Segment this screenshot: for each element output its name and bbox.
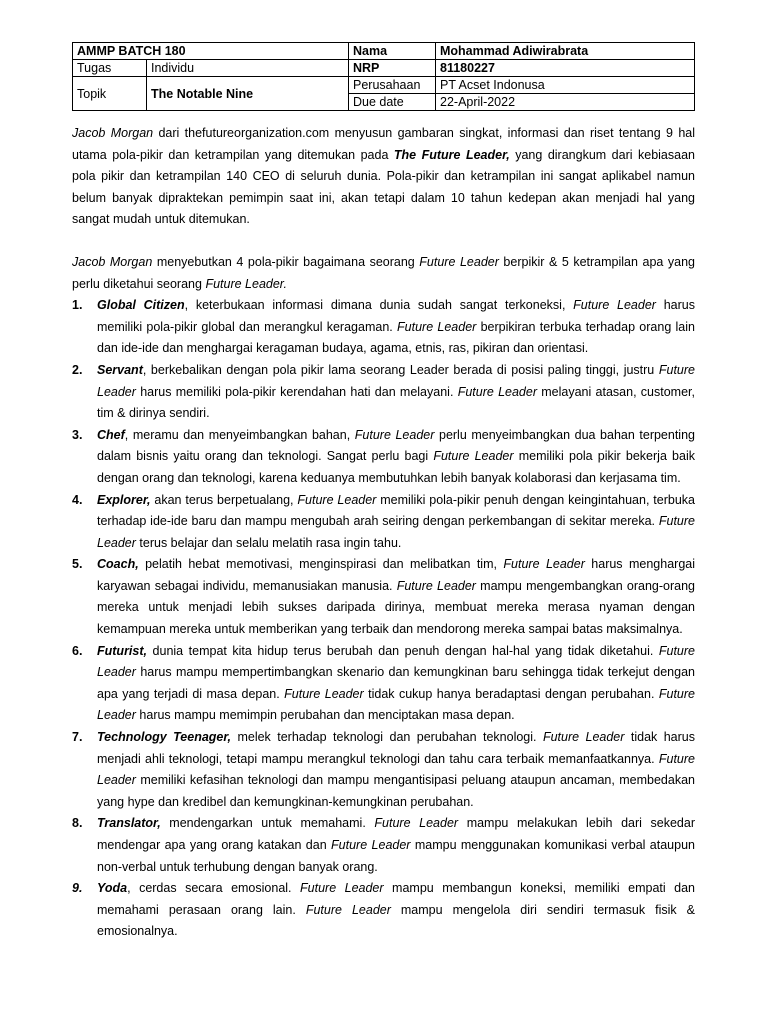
tugas-value: Individu: [147, 60, 349, 77]
list-number: 6.: [72, 643, 83, 658]
nrp-label: NRP: [349, 60, 436, 77]
header-row-topik: [73, 77, 695, 94]
item-title: Servant: [97, 362, 143, 377]
header-row-tugas: [73, 60, 695, 77]
item-text: mampu menggunakan komunikasi verbal ataupun non-verbal untuk terhubung dengan banyak orang.: [97, 838, 695, 874]
list-number: 8.: [72, 816, 83, 831]
item-text: melek terhadap teknologi dan perubahan teknologi.: [231, 730, 543, 745]
future-leader-term: Future Leader: [305, 902, 391, 917]
list-number: 1.: [72, 298, 83, 313]
header-table: [72, 42, 695, 111]
list-item: [72, 813, 695, 878]
list-number: 3.: [72, 427, 83, 442]
future-leader-term: Future Leader: [284, 686, 364, 701]
item-text: harus memiliki pola-pikir kerendahan hati dan melayani.: [135, 384, 458, 399]
item-text: pelatih hebat memotivasi, menginspirasi dan melibatkan tim,: [138, 557, 504, 572]
topik-value: The Notable Nine: [147, 77, 349, 111]
list-item: [72, 360, 695, 425]
item-text: memiliki pola pikir bekerja baik dengan orang dan teknologi, karena keduanya membutuhkan lebih banyak kolaborasi dan kerjasama tim.: [97, 449, 695, 485]
item-title: Translator,: [97, 816, 161, 831]
item-text: tidak harus menjadi ahli teknologi, tetapi mampu merangkul teknologi dan tahu cara terbaik memanfaatkannya.: [97, 730, 695, 766]
lead-paragraph: [72, 252, 695, 295]
document-page: [72, 42, 695, 943]
list-number: 5.: [72, 557, 83, 572]
future-leader-term: Future Leader: [573, 298, 656, 313]
nama-label: Nama: [349, 43, 436, 60]
item-text: memiliki kefasihan teknologi dan mampu mengantisipasi peluang ataupun ancaman, membedakan yang hype dan kredibel dan kemungkinan-kemungkinan perubahan.: [97, 773, 695, 809]
item-text: terus belajar dan selalu melatih rasa ingin tahu.: [135, 535, 402, 550]
item-text: perlu menyeimbangkan dua bahan terpenting dalam bisnis yaitu orang dan teknologi. Sangat perlu bagi: [97, 427, 695, 464]
notable-nine-list: [72, 295, 695, 943]
lead-author: Jacob Morgan: [72, 254, 153, 269]
future-leader-term: Future Leader: [503, 557, 585, 572]
item-text: melayani atasan, customer, tim & dirinya sendiri.: [97, 384, 695, 421]
item-text: tidak cukup hanya beradaptasi dengan perubahan.: [363, 686, 659, 701]
item-text: , meramu dan menyeimbangkan bahan,: [124, 427, 355, 442]
due-value: 22-April-2022: [436, 94, 695, 111]
item-title: Yoda: [97, 881, 128, 896]
intro-paragraph: [72, 123, 695, 231]
future-leader-term: Future Leader: [374, 816, 459, 831]
item-text: , berkebalikan dengan pola pikir lama seorang Leader berada di posisi paling tinggi, justru: [142, 362, 659, 377]
item-text: mampu mengelola diri sendiri termasuk fisik & emosionalnya.: [97, 902, 695, 939]
item-text: harus mampu memimpin perubahan dan menciptakan masa depan.: [135, 708, 515, 723]
batch-cell: AMMP BATCH 180: [73, 43, 349, 60]
list-number: 2.: [72, 362, 83, 377]
lead-future-leader-2: Future Leader.: [205, 276, 287, 291]
tugas-label: Tugas: [73, 60, 147, 77]
intro-text-1: dari thefutureorganization.com menyusun gambaran singkat, informasi dan riset tentang 9 hal utama pola-pikir dan ketrampilan yang ditemukan pada: [72, 126, 695, 162]
item-text: , cerdas secara emosional.: [127, 881, 301, 896]
list-item: [72, 295, 695, 360]
future-leader-term: Future Leader: [97, 751, 695, 788]
item-title: Coach,: [97, 557, 139, 572]
item-text: harus menghargai karyawan sebagai individu, memanusiakan manusia.: [97, 557, 695, 593]
header-row-batch: [73, 43, 695, 60]
item-title: Explorer,: [97, 492, 151, 507]
future-leader-term: Future Leader: [397, 319, 477, 334]
future-leader-term: Future Leader: [331, 838, 411, 852]
item-text: harus memiliki pola-pikir global dan merangkul keragaman.: [97, 298, 695, 334]
future-leader-term: Future Leader: [542, 730, 625, 745]
item-title: Chef: [97, 427, 125, 442]
intro-book-title: The Future Leader,: [393, 147, 510, 162]
lead-future-leader-1: Future Leader: [419, 254, 499, 269]
item-title: Technology Teenager,: [97, 730, 232, 745]
intro-text-2: yang dirangkum dari kebiasaan pola pikir dan ketrampilan 140 CEO di seluruh dunia. Pola-pikir dan ketrampilan ini sangat aplikabel namun belum banyak dipraktekan pemimpin saat ini, akan tetapi dalam 10 tahun kedepan akan menjadi hal yang sangat mudah untuk ditemukan.: [72, 147, 695, 227]
item-text: , keterbukaan informasi dimana dunia sudah sangat terkoneksi,: [184, 298, 574, 313]
future-leader-term: Future Leader: [297, 492, 377, 507]
item-text: akan terus berpetualang,: [150, 492, 298, 507]
list-item: [72, 641, 695, 727]
nrp-value: 81180227: [436, 60, 695, 77]
future-leader-term: Future Leader: [97, 686, 695, 723]
item-text: berpikiran terbuka terhadap orang lain dan ide-ide dan menghargai keragaman budaya, agama, etnis, ras, pikiran dan orientasi.: [97, 319, 695, 356]
list-item: [72, 878, 695, 943]
future-leader-term: Future Leader: [97, 643, 695, 680]
item-text: harus mampu mempertimbangkan skenario dan kemungkinan baru sehingga tidak terkejut dengan apa yang terjadi di masa depan.: [97, 665, 695, 701]
nama-value: Mohammad Adiwirabrata: [436, 43, 695, 60]
lead-text-2: berpikir & 5 ketrampilan apa yang perlu diketahui seorang: [72, 254, 695, 291]
item-text: mampu mengembangkan orang-orang mereka untuk menjadi lebih sukses daripada dirinya, membuat mereka merasa nyaman dengan kemampuan mereka untuk memberikan yang terbaik dan mendorong mereka sampai batas maksimalnya.: [97, 578, 695, 637]
future-leader-term: Future Leader: [300, 881, 384, 896]
item-text: dunia tempat kita hidup terus berubah dan penuh dengan hal-hal yang tidak diketahui.: [147, 643, 659, 658]
intro-author: Jacob Morgan: [72, 126, 154, 140]
future-leader-term: Future Leader: [354, 427, 435, 442]
item-title: Futurist,: [97, 643, 147, 658]
list-number: 4.: [72, 492, 83, 507]
item-text: memiliki pola-pikir penuh dengan keingintahuan, terbuka terhadap ide-ide baru dan mampu mengubah arah seiring dengan perkembangan di sekitar mereka.: [97, 492, 695, 529]
list-number: 7.: [72, 730, 83, 745]
future-leader-term: Future Leader: [396, 578, 476, 593]
list-item: [72, 727, 695, 813]
lead-text-1: menyebutkan 4 pola-pikir bagaimana seorang: [152, 254, 420, 269]
due-label: Due date: [349, 94, 436, 111]
list-number: 9.: [72, 881, 83, 896]
list-item: [72, 490, 695, 555]
list-item: [72, 554, 695, 640]
item-title: Global Citizen: [97, 298, 185, 313]
future-leader-term: Future Leader: [97, 514, 695, 550]
item-text: mampu membangun koneksi, memiliki empati dan memahami perasaan orang lain.: [97, 881, 696, 917]
future-leader-term: Future Leader: [97, 362, 695, 399]
topik-label: Topik: [73, 77, 147, 111]
item-text: mampu melakukan lebih dari sekedar mendengar apa yang orang katakan dan: [97, 816, 695, 852]
perusahaan-value: PT Acset Indonusa: [436, 77, 695, 94]
future-leader-term: Future Leader: [433, 449, 514, 464]
future-leader-term: Future Leader: [457, 384, 537, 399]
perusahaan-label: Perusahaan: [349, 77, 436, 94]
list-item: [72, 425, 695, 490]
item-text: mendengarkan untuk memahami.: [160, 816, 375, 831]
